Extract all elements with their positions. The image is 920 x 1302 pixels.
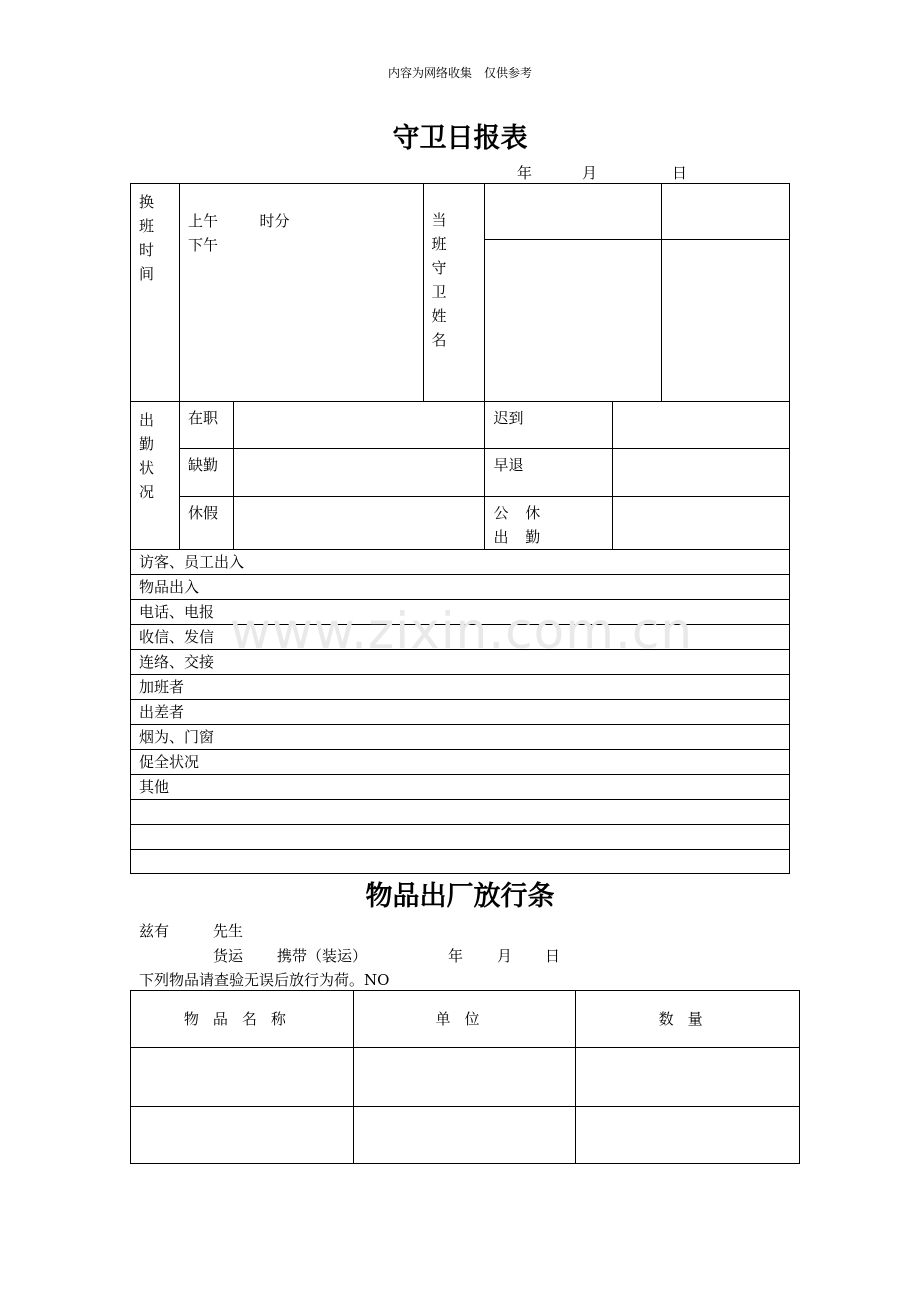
public-holiday-duty-field[interactable]	[613, 497, 790, 550]
leave-field[interactable]	[233, 497, 485, 550]
blank-row[interactable]	[131, 800, 790, 825]
slip-day-label: 日	[545, 947, 561, 965]
row-overtime[interactable]: 加班者	[131, 675, 790, 700]
slip-title: 物品出厂放行条	[365, 881, 555, 912]
row-mail[interactable]: 收信、发信	[131, 625, 790, 650]
unit-cell[interactable]	[353, 1107, 576, 1164]
row-goods[interactable]: 物品出入	[131, 575, 790, 600]
absent-label: 缺勤	[179, 449, 233, 497]
unit-cell[interactable]	[353, 1048, 576, 1107]
late-label: 迟到	[485, 402, 613, 449]
watermark: www.zixin.com.cn	[230, 602, 694, 660]
am-label: 上午	[187, 212, 218, 230]
slip-line2-carry: 携带（装运）	[277, 947, 368, 965]
guard-name-label: 当 班 守 卫 姓 名	[423, 184, 485, 402]
quantity-cell[interactable]	[576, 1048, 800, 1107]
page-title: 守卫日报表	[392, 123, 528, 154]
row-safety[interactable]: 促全状况	[131, 750, 790, 775]
time-label: 时分	[259, 212, 290, 230]
col-item-name: 物品名称	[131, 991, 354, 1048]
header-note: 内容为网络收集 仅供参考	[387, 66, 532, 80]
shift-time-label: 换 班 时 间	[131, 184, 180, 402]
row-phone[interactable]: 电话、电报	[131, 600, 790, 625]
slip-line2-freight: 货运	[213, 947, 244, 965]
row-visitors[interactable]: 访客、员工出入	[131, 550, 790, 575]
absent-field[interactable]	[233, 449, 485, 497]
blank-row[interactable]	[131, 850, 790, 874]
row-doors-windows[interactable]: 烟为、门窗	[131, 725, 790, 750]
item-name-cell[interactable]	[131, 1048, 354, 1107]
guard-name-cell-1[interactable]	[485, 184, 662, 240]
on-duty-label: 在职	[179, 402, 233, 449]
release-slip-table	[130, 990, 800, 1164]
date-day-label: 日	[672, 164, 688, 182]
attendance-label: 出 勤 状 况	[131, 402, 180, 550]
date-year-label: 年	[517, 164, 533, 182]
slip-line3: 下列物品请查验无误后放行为荷。NO	[139, 971, 390, 989]
row-liaison[interactable]: 连络、交接	[131, 650, 790, 675]
early-leave-label: 早退	[485, 449, 613, 497]
leave-label: 休假	[179, 497, 233, 550]
early-leave-field[interactable]	[613, 449, 790, 497]
shift-time-field[interactable]	[179, 184, 423, 402]
row-other[interactable]: 其他	[131, 775, 790, 800]
date-month-label: 月	[582, 164, 598, 182]
on-duty-field[interactable]	[233, 402, 485, 449]
guard-name-cell-3[interactable]	[485, 240, 662, 402]
col-unit: 单位	[353, 991, 576, 1048]
pm-label: 下午	[187, 236, 218, 254]
guard-daily-report-table	[130, 183, 790, 874]
guard-name-cell-2[interactable]	[662, 184, 790, 240]
slip-line1-mr: 先生	[213, 922, 244, 940]
row-business-trip[interactable]: 出差者	[131, 700, 790, 725]
quantity-cell[interactable]	[576, 1107, 800, 1164]
col-quantity: 数量	[576, 991, 800, 1048]
blank-row[interactable]	[131, 825, 790, 850]
slip-year-label: 年	[448, 947, 464, 965]
public-holiday-duty-label: 公 休 出 勤	[485, 497, 613, 550]
guard-name-cell-4[interactable]	[662, 240, 790, 402]
slip-line1-prefix: 兹有	[139, 922, 170, 940]
slip-month-label: 月	[497, 947, 513, 965]
late-field[interactable]	[613, 402, 790, 449]
item-name-cell[interactable]	[131, 1107, 354, 1164]
